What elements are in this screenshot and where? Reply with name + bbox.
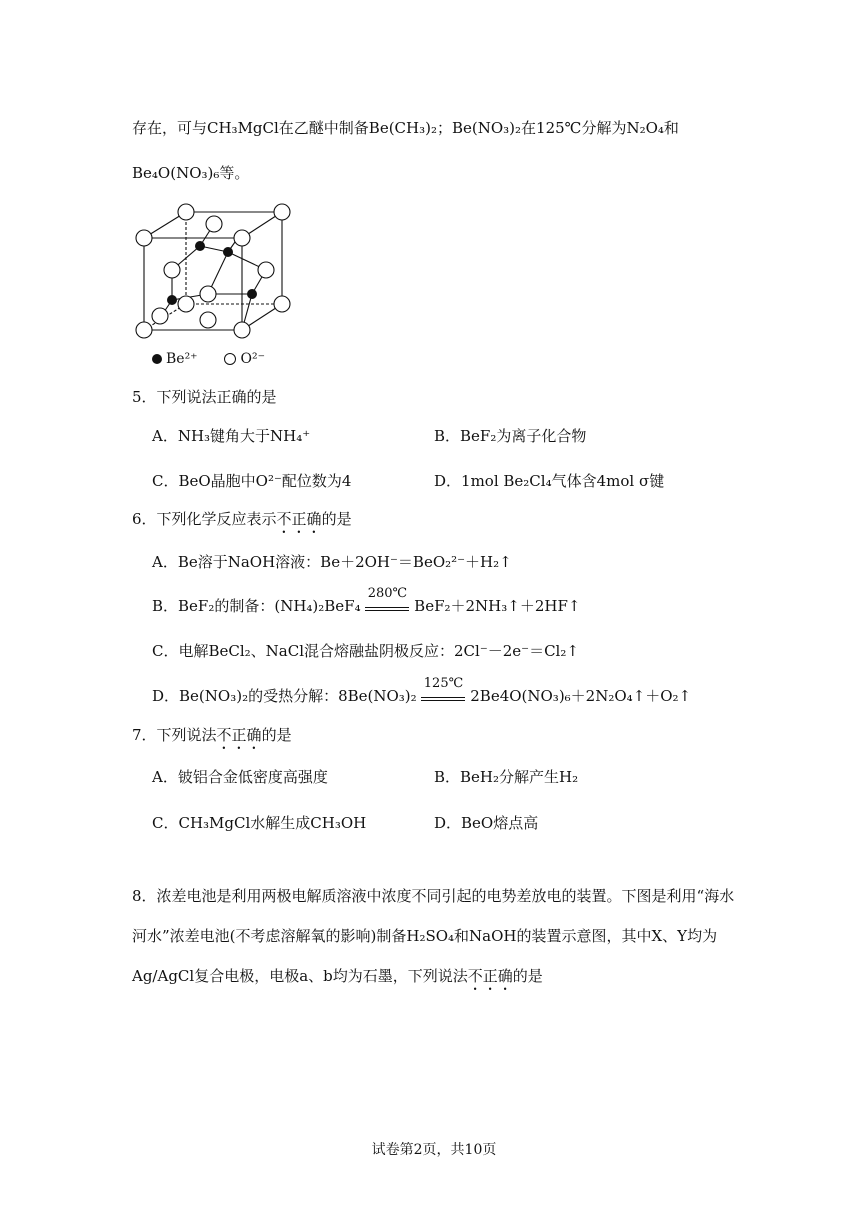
- beo-crystal-structure-figure: [128, 198, 298, 348]
- page-footer: 试卷第2页，共10页: [371, 1142, 497, 1158]
- q6-option-b-pre: B．BeF₂的制备：(NH₄)₂BeF₄: [152, 597, 361, 615]
- intro-line-1: 存在，可与CH₃MgCl在乙醚中制备Be(CH₃)₂；Be(NO₃)₂在125℃分解为N₂O₄和: [132, 119, 679, 137]
- q6-option-b-condition: 280℃: [367, 586, 408, 601]
- q7-stem-emphasis: 不正确: [216, 726, 262, 744]
- q8-line-2: 河水”浓差电池(不考虑溶解氧的影响)制备H₂SO₄和NaOH的装置示意图，其中X、Y均为: [132, 927, 718, 945]
- q6-stem: [132, 509, 352, 537]
- q7-stem: [132, 725, 292, 753]
- q6-option-c: C．电解BeCl₂、NaCl混合熔融盐阴极反应：2Cl⁻－2e⁻＝Cl₂↑: [152, 642, 579, 660]
- q5-option-c: C．BeO晶胞中O²⁻配位数为4: [152, 472, 352, 490]
- legend-o-label: O²⁻: [240, 351, 265, 367]
- legend-be-label: Be²⁺: [166, 351, 198, 367]
- q6-option-d-post: 2Be4O(NO₃)₆＋2N₂O₄↑＋O₂↑: [470, 687, 692, 705]
- q6-option-b: [152, 586, 581, 616]
- q7-option-d: D．BeO熔点高: [434, 814, 539, 832]
- q7-stem-pre: 7．下列说法: [132, 726, 217, 744]
- q7-stem-post: 的是: [261, 726, 292, 744]
- q6-option-d: [152, 676, 692, 706]
- q8-line-3-pre: Ag/AgCl复合电极，电极a、b均为石墨，下列说法: [132, 967, 468, 985]
- q5-option-b: B．BeF₂为离子化合物: [434, 427, 587, 445]
- q8-line-3-emphasis: 不正确: [467, 967, 513, 985]
- q6-stem-pre: 6．下列化学反应表示: [132, 510, 277, 528]
- q8-line-1: 8．浓差电池是利用两极电解质溶液中浓度不同引起的电势差放电的装置。下图是利用“海水: [132, 887, 735, 905]
- q7-option-a: A．铍铝合金低密度高强度: [152, 768, 328, 786]
- intro-line-2: Be₄O(NO₃)₆等。: [132, 164, 250, 182]
- be-ion-marker-icon: [152, 354, 162, 364]
- q5-stem: 5．下列说法正确的是: [132, 388, 277, 406]
- q6-stem-post: 的是: [321, 510, 352, 528]
- reaction-equals-sign: [421, 697, 465, 701]
- q5-option-a: A．NH₃键角大于NH₄⁺: [152, 427, 311, 445]
- q8-line-3: [132, 966, 543, 994]
- q6-option-a: A．Be溶于NaOH溶液：Be＋2OH⁻＝BeO₂²⁻＋H₂↑: [152, 553, 512, 571]
- q8-line-3-post: 的是: [512, 967, 543, 985]
- q6-stem-emphasis: 不正确: [276, 510, 322, 528]
- q6-option-d-pre: D．Be(NO₃)₂的受热分解：8Be(NO₃)₂: [152, 687, 417, 705]
- o-ion-marker-icon: [224, 353, 236, 365]
- q5-option-d: D．1mol Be₂Cl₄气体含4mol σ键: [434, 472, 665, 490]
- reaction-equals-sign: [365, 607, 409, 611]
- figure-legend: [152, 350, 265, 368]
- q7-option-b: B．BeH₂分解产生H₂: [434, 768, 579, 786]
- q6-option-d-condition: 125℃: [423, 676, 464, 691]
- q6-option-b-post: BeF₂＋2NH₃↑＋2HF↑: [414, 597, 581, 615]
- q7-option-c: C．CH₃MgCl水解生成CH₃OH: [152, 814, 367, 832]
